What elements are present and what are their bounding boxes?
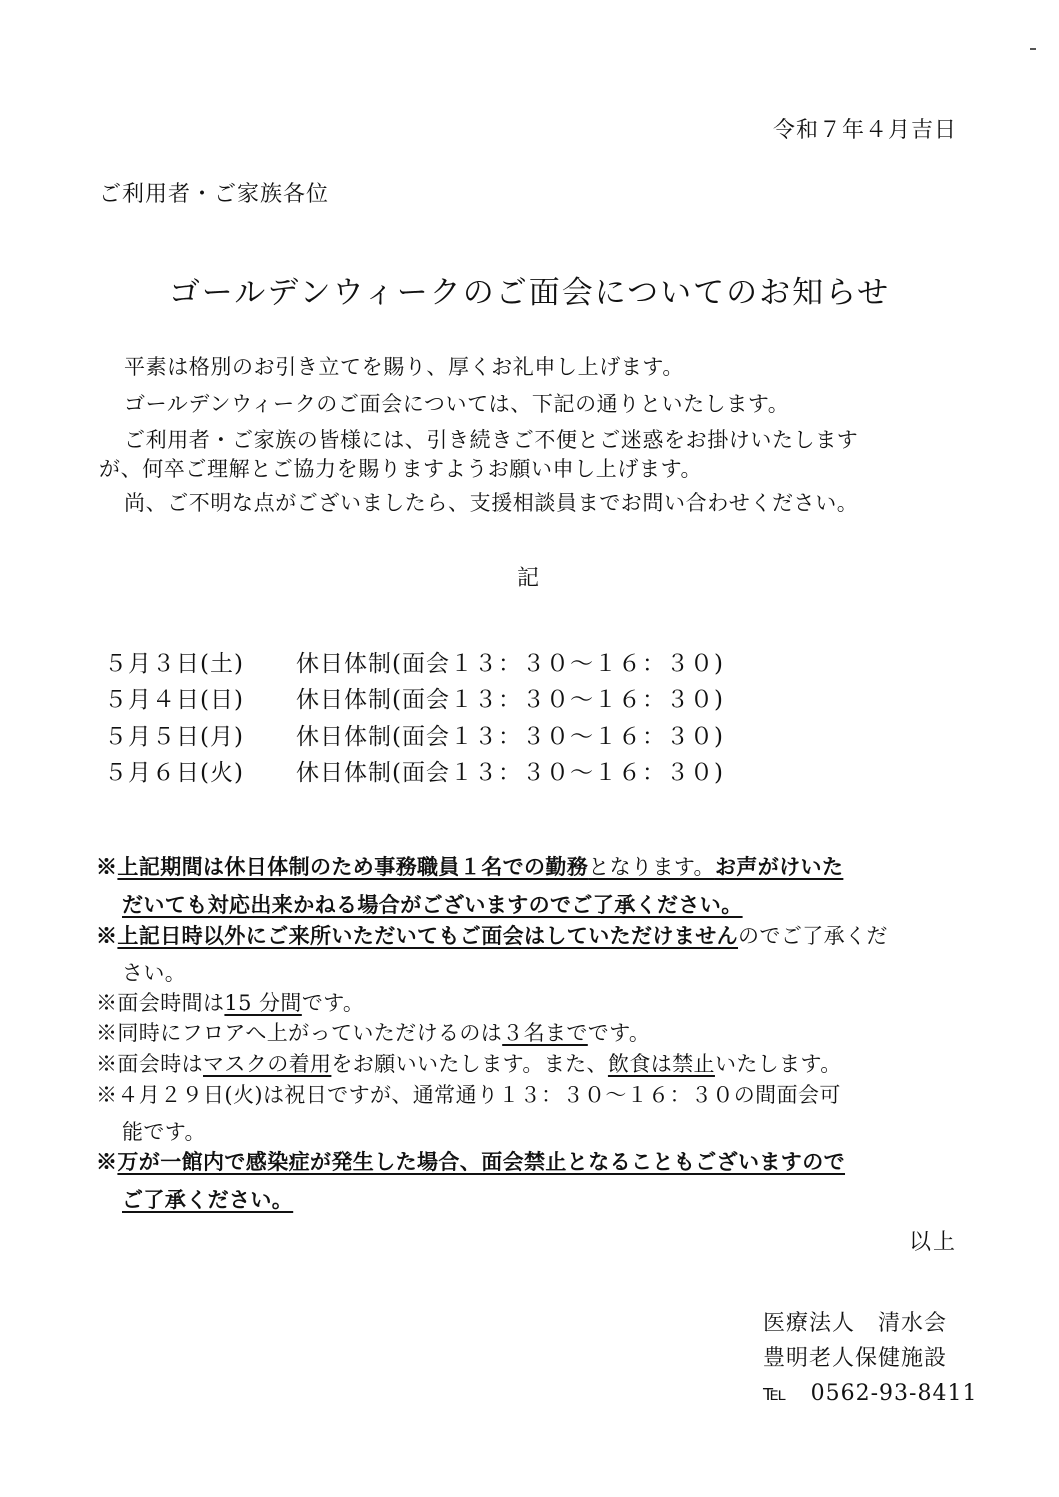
body-line-1: 平素は格別のお引き立てを賜り、厚くお礼申し上げます。 xyxy=(124,355,684,379)
schedule-detail: 休日体制(面会１３：３０～１６：３０) xyxy=(296,760,724,786)
body-line-2: ゴールデンウィークのご面会については、下記の通りといたします。 xyxy=(124,392,790,416)
schedule-detail: 休日体制(面会１３：３０～１６：３０) xyxy=(296,724,724,750)
note-mask-and-food: ※面会時はマスクの着用をお願いいたします。また、飲食は禁止いたします。 xyxy=(96,1052,842,1076)
body-line-3: ご利用者・ご家族の皆様には、引き続きご不便とご迷惑をお掛けいたします xyxy=(124,428,859,452)
schedule-row xyxy=(104,681,724,714)
sender-organization: 医療法人 清水会 xyxy=(763,1311,948,1336)
note-no-visits-outside-hours: ※上記日時以外にご来所いただいてもご面会はしていただけませんのでご了承くだ さい。 xyxy=(96,923,888,985)
note-visit-duration: ※面会時間は15 分間です。 xyxy=(96,991,365,1015)
body-line-5: 尚、ご不明な点がございましたら、支援相談員までお問い合わせください。 xyxy=(124,491,859,515)
scan-speck xyxy=(1030,48,1036,50)
note-infection: ※万が一館内で感染症が発生した場合、面会禁止となることもございますので ご了承ください。 xyxy=(96,1149,846,1212)
issue-date: 令和７年４月吉日 xyxy=(772,118,957,143)
addressee: ご利用者・ご家族各位 xyxy=(99,182,330,207)
schedule-row xyxy=(104,718,724,751)
schedule-row xyxy=(104,754,724,787)
schedule-date: ５月６日(火) xyxy=(104,760,244,786)
schedule-detail: 休日体制(面会１３：３０～１６：３０) xyxy=(296,687,724,713)
ki-heading: 記 xyxy=(517,566,540,591)
note-staffing: ※上記期間は休日体制のため事務職員１名での勤務となります。お声がけいた だいても対応出来かねる場合がございますのでご了承ください。 xyxy=(96,854,844,917)
schedule-detail: 休日体制(面会１３：３０～１６：３０) xyxy=(296,651,724,677)
document-title: ゴールデンウィークのご面会についてのお知らせ xyxy=(168,275,891,311)
closing-mark: 以上 xyxy=(908,1230,957,1255)
body-line-4: が、何卒ご理解とご協力を賜りますようお願い申し上げます。 xyxy=(99,457,703,481)
schedule-date: ５月３日(土) xyxy=(104,651,244,677)
sender-phone: ℡ 0562-93-8411 xyxy=(763,1381,978,1406)
schedule-row xyxy=(104,645,724,678)
note-max-visitors: ※同時にフロアへ上がっていただけるのは３名までです。 xyxy=(96,1021,651,1045)
sender-facility: 豊明老人保健施設 xyxy=(763,1346,948,1371)
schedule-date: ５月５日(月) xyxy=(104,724,244,750)
note-april-29: ※４月２９日(火)は祝日ですが、通常通り１３：３０～１６：３０の間面会可 能です。 xyxy=(96,1083,841,1144)
schedule-date: ５月４日(日) xyxy=(104,687,244,713)
